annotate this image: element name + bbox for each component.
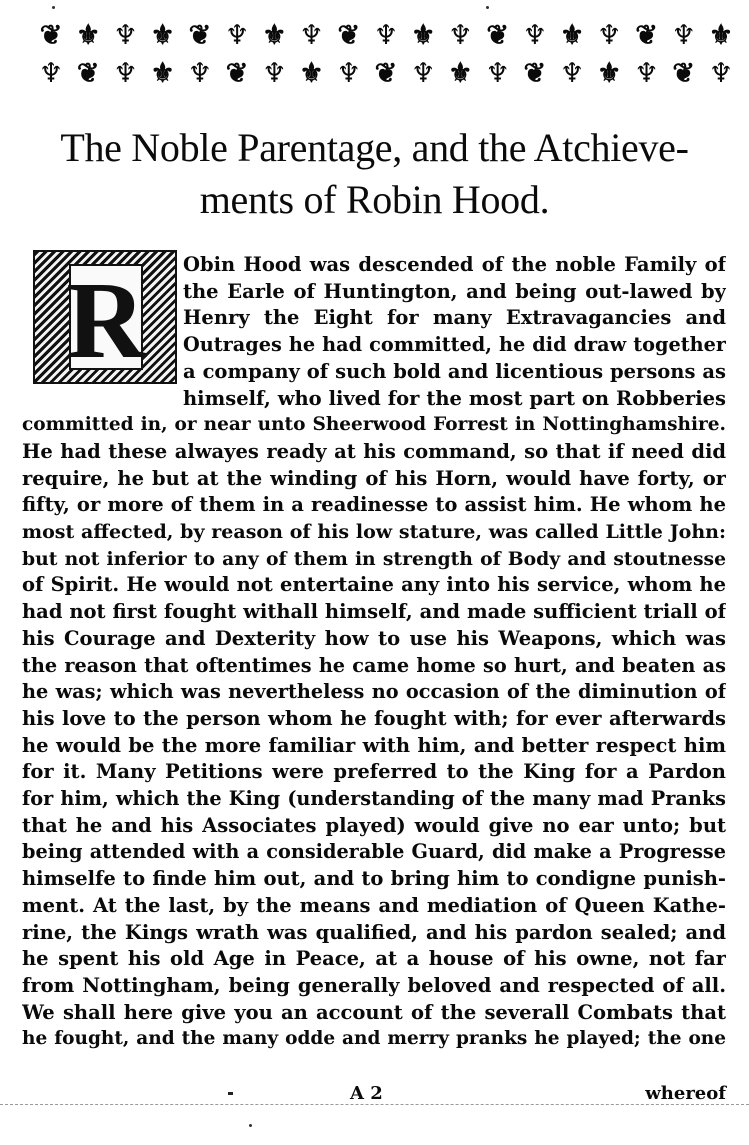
body-text-line: from Nottingham, being generally beloved and respected of all. <box>22 973 726 997</box>
signature-mark: A 2 <box>350 1083 383 1104</box>
body-text-line: Henry the Eight for many Extravagancies and <box>183 306 726 330</box>
body-text-line: his love to the person whom he fought with; for ever afterwards <box>22 706 726 730</box>
body-text-line: the Earle of Huntington, and being out-lawed by <box>183 279 726 303</box>
body-text-line: he spent his old Age in Peace, at a house of his owne, not far <box>22 947 726 971</box>
ornament-glyph-icon: ❦ <box>635 19 658 51</box>
page-title-line-2: ments of Robin Hood. <box>199 177 550 222</box>
page-bottom-edge <box>0 1104 749 1105</box>
ornament-glyph-icon: ♆ <box>597 19 622 51</box>
ornament-glyph-icon: ⚜ <box>411 19 436 51</box>
body-text-line: fifty, or more of them in a readinesse to assist him. He whom he <box>22 493 726 517</box>
ornament-glyph-icon: ❦ <box>523 57 547 89</box>
ornament-glyph-icon: ⚜ <box>708 19 734 51</box>
ornament-glyph-icon: ⚜ <box>150 19 175 51</box>
body-text-line: for it. Many Petitions were preferred to the King for a Pardon <box>22 760 726 784</box>
decorated-initial <box>33 250 177 384</box>
print-speck <box>249 1124 252 1127</box>
body-text-line: of Spirit. He would not entertaine any into his service, whom he <box>22 573 726 597</box>
body-text-line: require, he but at the winding of his Horn, would have forty, or <box>22 466 726 490</box>
ornament-row-top <box>34 18 738 52</box>
body-text-line: he was; which was nevertheless no occasion of the diminution of <box>22 680 726 704</box>
ornament-glyph-icon: ♆ <box>485 57 510 89</box>
ornamental-header-band <box>34 18 738 90</box>
body-text-line: he would be the more familiar with him, and better respect him <box>22 733 726 757</box>
ornament-glyph-icon: ♆ <box>187 57 212 89</box>
ornament-row-bottom <box>34 56 738 90</box>
body-text-line: had not first fought withall himself, and made sufficient triall of <box>22 600 726 624</box>
print-speck <box>52 6 55 9</box>
body-text-line: ment. At the last, by the means and mediation of Queen Kathe- <box>22 893 726 917</box>
ornament-glyph-icon: ⚜ <box>597 57 622 89</box>
drop-cap-letter: R <box>66 259 146 381</box>
body-text-line: his Courage and Dexterity how to use his Weapons, which was <box>22 626 726 650</box>
ornament-glyph-icon: ♆ <box>262 57 287 89</box>
ornament-glyph-icon: ♆ <box>671 19 696 51</box>
ornament-glyph-icon: ♆ <box>336 57 361 89</box>
ornament-glyph-icon: ❦ <box>225 57 249 89</box>
ornament-glyph-icon: ⚜ <box>299 57 324 89</box>
ornament-glyph-icon: ♆ <box>708 57 734 89</box>
ornament-glyph-icon: ♆ <box>113 57 138 89</box>
stray-mark <box>228 1092 233 1095</box>
ornament-glyph-icon: ❦ <box>76 57 100 89</box>
ornament-glyph-icon: ♆ <box>299 19 324 51</box>
body-text-line: We shall here give you an account of the severall Combats that <box>22 1000 726 1024</box>
page-title-line-1: The Noble Parentage, and the Atchieve- <box>60 125 689 170</box>
ornament-glyph-icon: ♆ <box>559 57 585 89</box>
ornament-glyph-icon: ♆ <box>634 57 659 89</box>
body-text-line: committed in, or near unto Sheerwood Forrest in Nottinghamshire. <box>22 414 726 436</box>
ornament-glyph-icon: ♆ <box>448 19 473 51</box>
ornament-glyph-icon: ♆ <box>411 57 436 89</box>
body-text-line: rine, the Kings wrath was qualified, and his pardon sealed; and <box>22 920 726 944</box>
catchword: whereof <box>645 1083 726 1104</box>
ornament-glyph-icon: ❦ <box>39 19 63 51</box>
body-text-line: himself, who lived for the most part on Robberies <box>183 386 726 410</box>
body-text-line: that he and his Associates played) would give no ear unto; but <box>22 813 726 837</box>
body-text-line: He had these alwayes ready at his command, so that if need did <box>22 439 726 463</box>
ornament-glyph-icon: ⚜ <box>448 57 473 89</box>
ornament-glyph-icon: ❦ <box>486 19 509 51</box>
body-text-line: he fought, and the many odde and merry pranks he played; the one <box>22 1028 726 1050</box>
ornament-glyph-icon: ⚜ <box>559 19 585 51</box>
ornament-glyph-icon: ♆ <box>373 19 399 51</box>
ornament-glyph-icon: ♆ <box>522 19 547 51</box>
ornament-glyph-icon: ♆ <box>113 19 138 51</box>
body-text-line: Obin Hood was descended of the noble Family of <box>183 253 726 276</box>
ornament-glyph-icon: ❦ <box>374 57 398 89</box>
body-text-line: being attended with a considerable Guard, did make a Progresse <box>22 840 726 864</box>
body-text-line: but not inferior to any of them in strength of Body and stoutnesse <box>22 547 726 570</box>
print-speck <box>486 6 489 9</box>
ornament-glyph-icon: ❦ <box>188 19 212 51</box>
ornament-glyph-icon: ⚜ <box>262 19 287 51</box>
ornament-glyph-icon: ⚜ <box>150 57 175 89</box>
body-text-line: himselfe to finde him out, and to bring him to condigne punish- <box>22 867 726 891</box>
ornament-glyph-icon: ❦ <box>337 19 361 51</box>
decorated-initial-box <box>66 259 146 381</box>
ornament-glyph-icon: ❦ <box>672 57 696 89</box>
body-text-line: Outrages he had committed, he did draw together <box>183 333 726 357</box>
body-text-line: most affected, by reason of his low stature, was called Little John: <box>22 521 726 543</box>
ornament-glyph-icon: ⚜ <box>76 19 101 51</box>
body-text-line: for him, which the King (understanding of the many mad Pranks <box>22 787 726 810</box>
ornament-glyph-icon: ♆ <box>224 19 250 51</box>
ornament-glyph-icon: ♆ <box>38 57 64 89</box>
body-text-line: a company of such bold and licentious persons as <box>183 359 726 383</box>
body-text-line: the reason that oftentimes he came home so hurt, and beaten as <box>22 653 726 677</box>
